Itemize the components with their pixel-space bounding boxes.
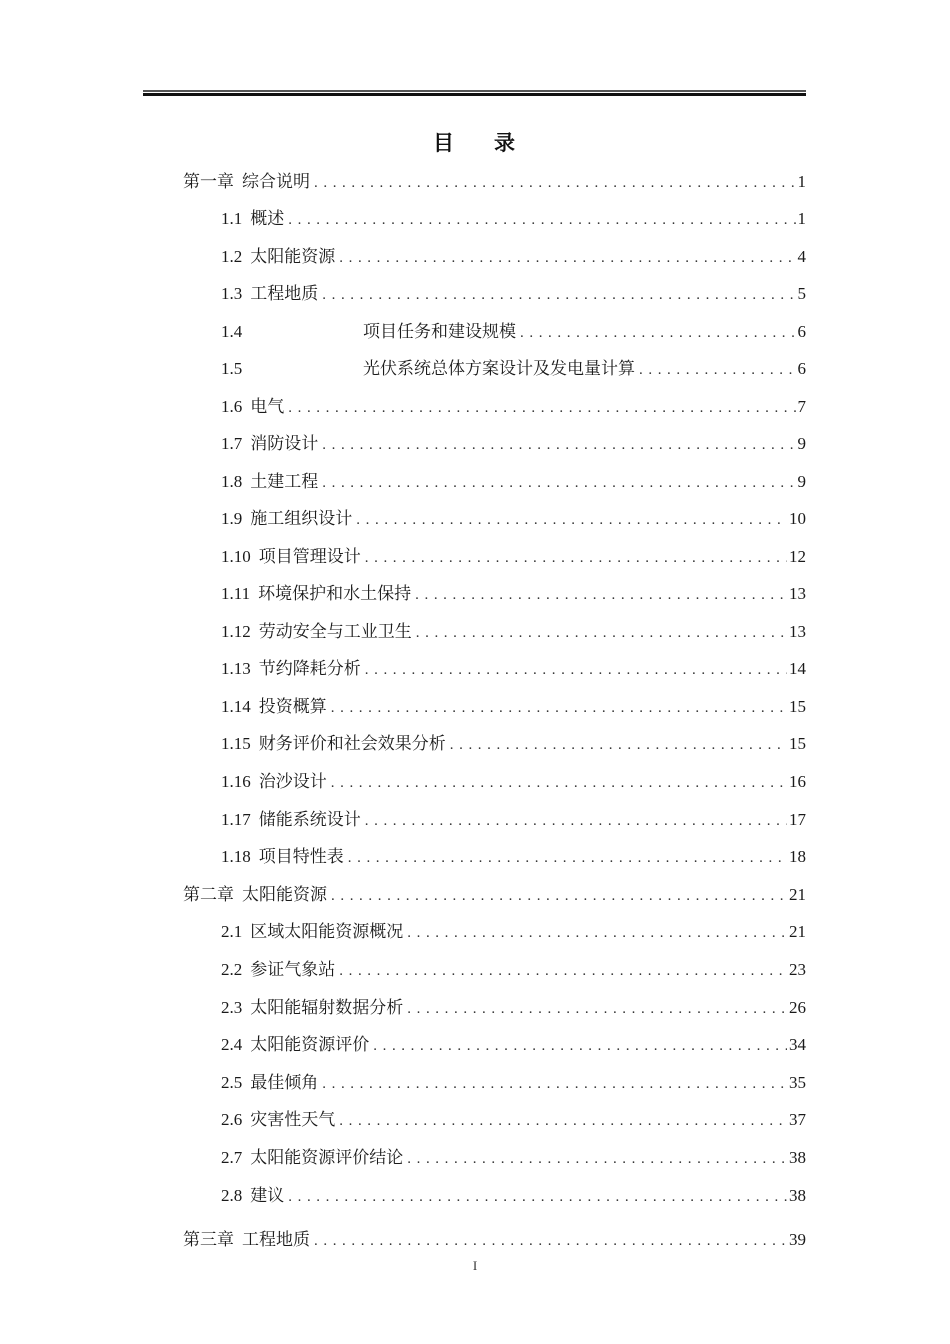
toc-entry-label: 投资概算 — [258, 697, 327, 716]
toc-entry-label: 节约降耗分析 — [258, 659, 361, 678]
toc-entry-page-number: 38 — [789, 1186, 806, 1205]
toc-dot-leader — [331, 771, 787, 795]
toc-entry-page-number: 34 — [789, 1035, 806, 1054]
toc-dot-leader — [416, 621, 787, 645]
toc-entry-number: 1.1 — [221, 209, 243, 228]
toc-dot-leader — [322, 433, 795, 457]
toc-section-entry[interactable] — [221, 657, 806, 681]
toc-entry-label: 区域太阳能资源概况 — [250, 922, 404, 941]
toc-dot-leader — [407, 997, 787, 1021]
toc-dot-leader — [520, 321, 796, 345]
toc-chapter-entry[interactable] — [183, 170, 806, 194]
toc-entry-number: 1.4 — [221, 322, 243, 341]
toc-dot-leader — [373, 1034, 787, 1058]
toc-entry-page-number: 9 — [797, 434, 806, 453]
toc-entry-label: 太阳能资源评价结论 — [250, 1148, 404, 1167]
toc-dot-leader — [331, 696, 787, 720]
toc-entry-label: 环境保护和水土保持 — [258, 584, 412, 603]
toc-section-entry[interactable] — [221, 320, 806, 344]
toc-dot-leader — [288, 208, 795, 232]
toc-dot-leader — [339, 246, 795, 270]
toc-entry-label: 项目特性表 — [258, 847, 344, 866]
toc-entry-page-number: 18 — [789, 847, 806, 866]
toc-entry-page-number: 6 — [797, 322, 806, 341]
toc-entry-label: 太阳能资源评价 — [250, 1035, 370, 1054]
toc-entry-label: 灾害性天气 — [250, 1110, 336, 1129]
toc-entry-number: 第一章 — [183, 172, 234, 191]
toc-entry-number: 1.7 — [221, 434, 243, 453]
toc-dot-leader — [288, 396, 795, 420]
toc-entry-label: 电气 — [250, 397, 285, 416]
toc-section-entry[interactable] — [221, 1184, 806, 1208]
toc-entry-page-number: 6 — [797, 359, 806, 378]
toc-entry-page-number: 7 — [797, 397, 806, 416]
toc-section-entry[interactable] — [221, 920, 806, 944]
toc-dot-leader — [356, 508, 787, 532]
header-rule — [143, 90, 806, 97]
toc-entry-number: 1.3 — [221, 284, 243, 303]
toc-entry-label: 项目任务和建设规模 — [363, 322, 516, 341]
toc-entry-number: 1.9 — [221, 509, 243, 528]
toc-entry-page-number: 9 — [797, 472, 806, 491]
toc-entry-number: 1.17 — [221, 810, 251, 829]
toc-entry-number: 1.14 — [221, 697, 251, 716]
toc-entry-label: 劳动安全与工业卫生 — [258, 622, 412, 641]
toc-section-entry[interactable] — [221, 770, 806, 794]
toc-section-entry[interactable] — [221, 996, 806, 1020]
toc-dot-leader — [407, 1147, 787, 1171]
toc-section-entry[interactable] — [221, 1071, 806, 1095]
toc-entry-number: 2.5 — [221, 1073, 243, 1092]
toc-entry-page-number: 14 — [789, 659, 806, 678]
toc-section-entry[interactable] — [221, 507, 806, 531]
toc-dot-leader — [450, 733, 787, 757]
toc-entry-label: 土建工程 — [250, 472, 319, 491]
toc-section-entry[interactable] — [221, 395, 806, 419]
toc-section-entry[interactable] — [221, 282, 806, 306]
toc-entry-page-number: 21 — [789, 885, 806, 904]
toc-entry-label: 综合说明 — [242, 172, 310, 191]
toc-entry-number: 第二章 — [183, 885, 234, 904]
toc-section-entry[interactable] — [221, 732, 806, 756]
toc-section-entry[interactable] — [221, 1033, 806, 1057]
toc-entry-label: 太阳能资源 — [250, 247, 336, 266]
toc-section-entry[interactable] — [221, 845, 806, 869]
footer-page-number: I — [472, 1258, 478, 1273]
toc-chapter-entry[interactable] — [183, 1228, 806, 1252]
toc-entry-label: 项目管理设计 — [258, 547, 361, 566]
toc-section-entry[interactable] — [221, 357, 806, 381]
toc-entry-label: 消防设计 — [250, 434, 319, 453]
toc-entry-label: 工程地质 — [250, 284, 319, 303]
toc-entry-page-number: 23 — [789, 960, 806, 979]
toc-entry-number: 2.6 — [221, 1110, 243, 1129]
toc-entry-number: 1.10 — [221, 547, 251, 566]
toc-section-entry[interactable] — [221, 1108, 806, 1132]
page-title-char-2: 录 — [494, 131, 517, 155]
toc-entry-label: 太阳能辐射数据分析 — [250, 998, 404, 1017]
toc-entry-number: 1.6 — [221, 397, 243, 416]
toc-entry-number: 1.18 — [221, 847, 251, 866]
toc-dot-leader — [322, 283, 795, 307]
toc-entry-page-number: 21 — [789, 922, 806, 941]
toc-entry-number: 2.3 — [221, 998, 243, 1017]
toc-entry-number: 1.11 — [221, 584, 251, 603]
toc-entry-label: 概述 — [250, 209, 285, 228]
toc-entry-page-number: 5 — [797, 284, 806, 303]
toc-entry-number: 2.2 — [221, 960, 243, 979]
header-rule-thick-line — [143, 93, 806, 96]
toc-entry-number: 2.7 — [221, 1148, 243, 1167]
toc-entry-number: 1.13 — [221, 659, 251, 678]
toc-dot-leader — [288, 1185, 787, 1209]
toc-entry-label: 储能系统设计 — [258, 810, 361, 829]
toc-entry-page-number: 1 — [797, 209, 806, 228]
header-rule-thin-line — [143, 90, 806, 92]
toc-section-entry[interactable] — [221, 470, 806, 494]
page-title-char-1: 目 — [433, 131, 456, 155]
toc-entry-page-number: 39 — [789, 1230, 806, 1249]
toc-chapter-entry[interactable] — [183, 883, 806, 907]
toc-section-entry[interactable] — [221, 207, 806, 231]
toc-dot-leader — [639, 358, 796, 382]
toc-entry-page-number: 37 — [789, 1110, 806, 1129]
toc-entry-label: 施工组织设计 — [250, 509, 353, 528]
toc-dot-leader — [331, 884, 787, 908]
toc-dot-leader — [339, 959, 787, 983]
toc-dot-leader — [314, 1229, 787, 1253]
toc-dot-leader — [314, 171, 796, 195]
toc-section-entry[interactable] — [221, 582, 806, 606]
toc-entry-number: 1.8 — [221, 472, 243, 491]
toc-entry-page-number: 16 — [789, 772, 806, 791]
toc-entry-number: 1.2 — [221, 247, 243, 266]
toc-entry-page-number: 26 — [789, 998, 806, 1017]
toc-dot-leader — [365, 546, 787, 570]
toc-entry-label: 财务评价和社会效果分析 — [258, 734, 446, 753]
toc-entry-number: 2.4 — [221, 1035, 243, 1054]
toc-entry-number: 2.1 — [221, 922, 243, 941]
toc-section-entry[interactable] — [221, 695, 806, 719]
toc-entry-label: 太阳能资源 — [242, 885, 327, 904]
toc-dot-leader — [348, 846, 787, 870]
toc-entry-label: 建议 — [250, 1186, 285, 1205]
toc-section-entry[interactable] — [221, 808, 806, 832]
toc-entry-page-number: 35 — [789, 1073, 806, 1092]
toc-entry-label: 参证气象站 — [250, 960, 336, 979]
toc-entry-page-number: 13 — [789, 622, 806, 641]
toc-dot-leader — [322, 1072, 787, 1096]
toc-section-entry[interactable] — [221, 620, 806, 644]
toc-entry-label: 光伏系统总体方案设计及发电量计算 — [363, 359, 635, 378]
toc-entry-page-number: 1 — [797, 172, 806, 191]
toc-entry-number: 1.5 — [221, 359, 243, 378]
toc-dot-leader — [365, 658, 787, 682]
toc-entry-number: 第三章 — [183, 1230, 234, 1249]
toc-entry-page-number: 13 — [789, 584, 806, 603]
toc-section-entry[interactable] — [221, 245, 806, 269]
toc-entry-label: 最佳倾角 — [250, 1073, 319, 1092]
toc-entry-page-number: 12 — [789, 547, 806, 566]
toc-entry-number: 1.15 — [221, 734, 251, 753]
toc-dot-leader — [339, 1109, 787, 1133]
toc-entry-number: 1.12 — [221, 622, 251, 641]
toc-section-entry[interactable] — [221, 432, 806, 456]
toc-section-entry[interactable] — [221, 1146, 806, 1170]
toc-dot-leader — [415, 583, 787, 607]
toc-entry-page-number: 10 — [789, 509, 806, 528]
toc-entry-label: 工程地质 — [242, 1230, 310, 1249]
toc-entry-page-number: 17 — [789, 810, 806, 829]
toc-section-entry[interactable] — [221, 545, 806, 569]
toc-entry-number: 2.8 — [221, 1186, 243, 1205]
toc-entry-page-number: 38 — [789, 1148, 806, 1167]
toc-entry-page-number: 15 — [789, 697, 806, 716]
toc-dot-leader — [407, 921, 787, 945]
toc-section-entry[interactable] — [221, 958, 806, 982]
toc-dot-leader — [365, 809, 787, 833]
toc-entry-label: 治沙设计 — [258, 772, 327, 791]
toc-entry-page-number: 4 — [797, 247, 806, 266]
page-title — [0, 127, 950, 157]
toc-entry-page-number: 15 — [789, 734, 806, 753]
toc-dot-leader — [322, 471, 795, 495]
toc-entry-number: 1.16 — [221, 772, 251, 791]
